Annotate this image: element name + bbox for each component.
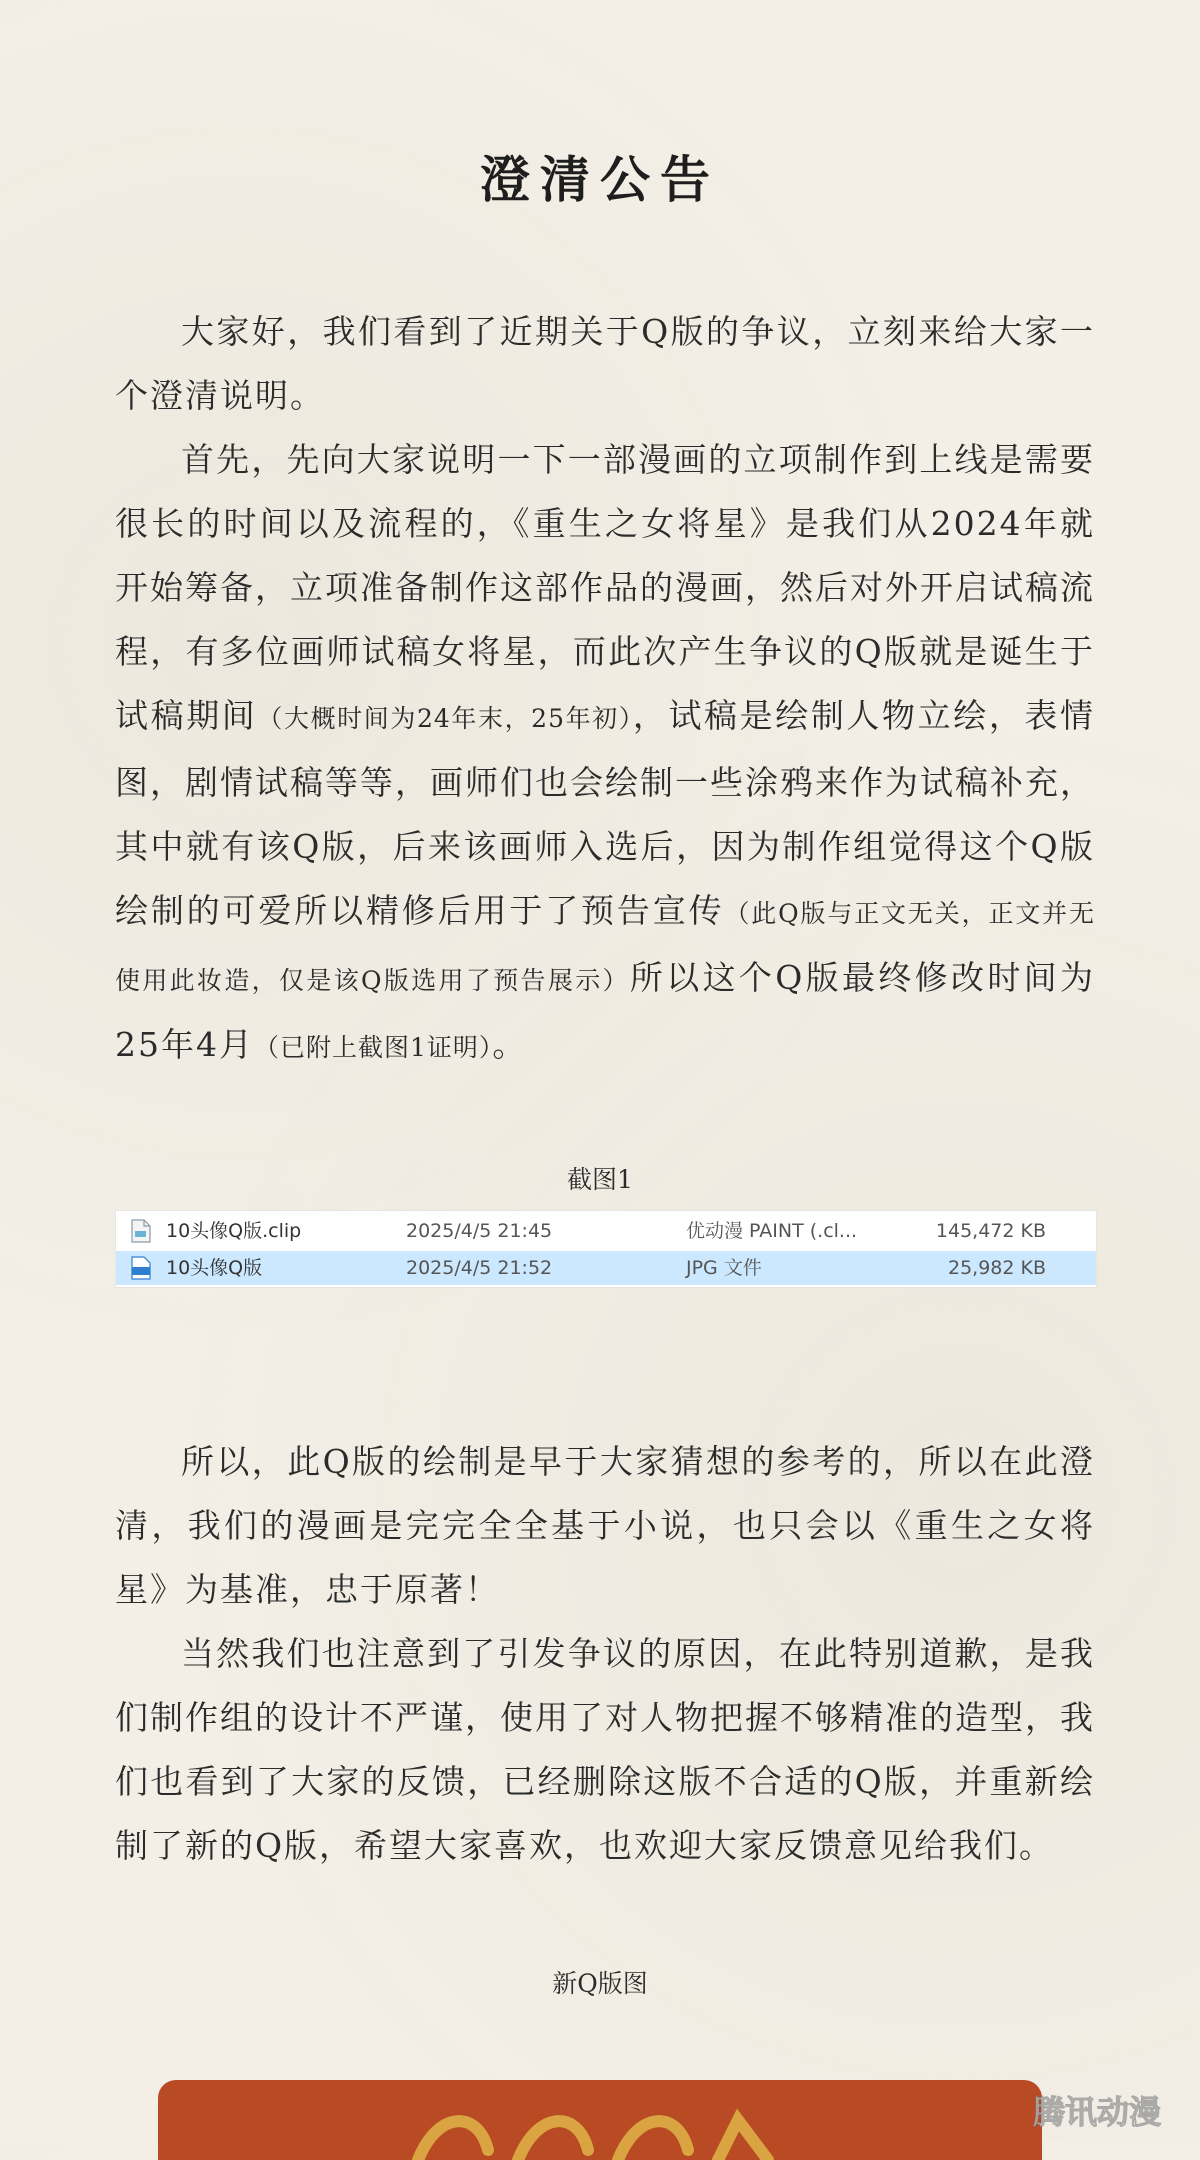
explanation-note-usage: （此Q版与正文无关，正文并无使用此妆造，仅是该Q版选用了预告展示） <box>115 899 1096 995</box>
new-chibi-caption: 新Q版图 <box>552 1969 648 1998</box>
gold-calligraphy-decoration <box>398 2090 798 2160</box>
file-row-clip[interactable] <box>116 1214 1096 1248</box>
file-list-screenshot <box>115 1210 1097 1288</box>
file-row-jpg[interactable] <box>116 1251 1096 1285</box>
explanation-note-time: （大概时间为24年末，25年初） <box>257 704 633 733</box>
watermark-text: 腾讯动漫 <box>1032 2093 1162 2131</box>
page-title: 澄清公告 <box>480 151 720 209</box>
announcement-section-1 <box>115 300 1095 1080</box>
explanation-text-b: ，试稿是绘制人物立绘，表情图，剧情试稿等等，画师们也会绘制一些涂鸦来作为试稿补充，其中就有该Q版，后来该画师入选后，因为制作组觉得这个Q版绘制的可爱所以精修后用于了预告宣传 <box>115 696 1096 930</box>
file-date: 2025/4/5 21:52 <box>406 1257 553 1279</box>
paragraph-explanation <box>115 428 1095 1080</box>
explanation-text-c: 所以这个Q版最终修改时间为25年4月 <box>115 958 1096 1064</box>
watermark-logo <box>1012 2087 1182 2135</box>
file-name: 10头像Q版 <box>166 1257 263 1279</box>
paragraph-clarification: 所以，此Q版的绘制是早于大家猜想的参考的，所以在此澄清，我们的漫画是完完全全基于小说，也只会以《重生之女将星》为基准，忠于原著！ <box>115 1442 1095 1609</box>
announcement-section-2 <box>115 1430 1095 1878</box>
jpg-file-icon <box>130 1256 152 1280</box>
clip-file-icon <box>130 1219 152 1243</box>
screenshot-caption: 截图1 <box>567 1165 633 1194</box>
file-type: 优动漫 PAINT (.cl... <box>686 1220 858 1242</box>
file-date: 2025/4/5 21:45 <box>406 1220 553 1242</box>
file-name: 10头像Q版.clip <box>166 1220 302 1242</box>
explanation-text-a: 首先，先向大家说明一下一部漫画的立项制作到上线是需要很长的时间以及流程的，《重生之女将星》是我们从2024年就开始筹备，立项准备制作这部作品的漫画，然后对外开启试稿流程，有多位画师试稿女将星，而此次产生争议的Q版就是诞生于试稿期间 <box>115 440 1095 735</box>
paragraph-apology: 当然我们也注意到了引发争议的原因，在此特别道歉，是我们制作组的设计不严谨，使用了对人物把握不够精准的造型，我们也看到了大家的反馈，已经删除这版不合适的Q版，并重新绘制了新的Q版，希望大家喜欢，也欢迎大家反馈意见给我们。 <box>115 1634 1095 1865</box>
explanation-note-screenshot: （已附上截图1证明） <box>254 1033 493 1062</box>
paragraph-greeting: 大家好，我们看到了近期关于Q版的争议，立刻来给大家一个澄清说明。 <box>115 312 1095 415</box>
explanation-text-d: 。 <box>492 1025 528 1064</box>
file-size: 145,472 KB <box>935 1220 1046 1242</box>
file-size: 25,982 KB <box>947 1257 1046 1279</box>
new-chibi-image-banner <box>158 2080 1042 2160</box>
file-type: JPG 文件 <box>686 1257 762 1279</box>
